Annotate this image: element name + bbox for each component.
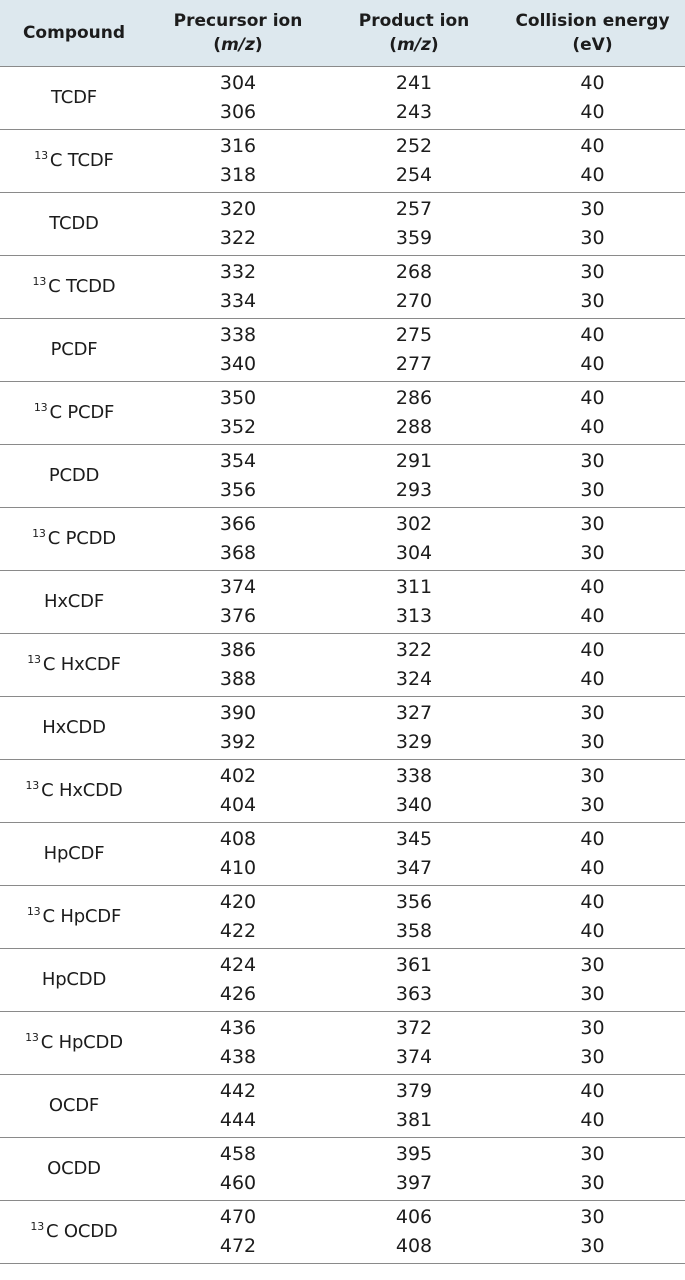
precursor-value: 320 <box>219 197 257 220</box>
product-ion-cell <box>328 1011 500 1074</box>
product-value: 338 <box>395 764 433 787</box>
energy-value: 40 <box>580 919 605 942</box>
precursor-ion-cell <box>148 1074 328 1137</box>
product-value: 329 <box>395 730 433 753</box>
table-row <box>0 570 685 633</box>
energy-value: 30 <box>580 289 605 312</box>
precursor-ion-cell <box>148 444 328 507</box>
compound-cell <box>0 129 148 192</box>
precursor-value: 322 <box>219 226 257 249</box>
precursor-ion-cell <box>148 696 328 759</box>
compound-name: HxCDD <box>42 717 106 738</box>
collision-energy-cell <box>500 1200 685 1263</box>
compound-cell <box>0 192 148 255</box>
product-value: 311 <box>395 575 433 598</box>
precursor-value: 470 <box>219 1205 257 1228</box>
energy-value: 40 <box>580 856 605 879</box>
energy-value: 40 <box>580 100 605 123</box>
energy-value: 30 <box>580 478 605 501</box>
energy-value: 40 <box>580 386 605 409</box>
product-value: 408 <box>395 1234 433 1257</box>
precursor-value: 354 <box>219 449 257 472</box>
energy-value: 30 <box>580 1016 605 1039</box>
compound-cell <box>0 633 148 696</box>
collision-energy-cell <box>500 570 685 633</box>
energy-value: 30 <box>580 1171 605 1194</box>
compound-name: C PCDD <box>47 528 116 549</box>
energy-value: 40 <box>580 638 605 661</box>
compound-name: C HpCDF <box>42 906 122 927</box>
table-header <box>0 0 685 66</box>
product-value: 347 <box>395 856 433 879</box>
energy-value: 40 <box>580 1079 605 1102</box>
compound-cell <box>0 759 148 822</box>
energy-value: 30 <box>580 1045 605 1068</box>
precursor-value: 436 <box>219 1016 257 1039</box>
product-ion-cell <box>328 192 500 255</box>
energy-value: 30 <box>580 197 605 220</box>
compound-name: C TCDF <box>49 150 114 171</box>
compound-cell <box>0 1137 148 1200</box>
product-value: 356 <box>395 890 433 913</box>
product-value: 252 <box>395 134 433 157</box>
product-value: 275 <box>395 323 433 346</box>
isotope-label: 13 <box>32 527 46 540</box>
collision-energy-cell <box>500 129 685 192</box>
compound-name: TCDD <box>49 213 99 234</box>
header-precursor-ion: Precursor ion (m/z) <box>148 0 328 66</box>
energy-value: 40 <box>580 604 605 627</box>
product-value: 359 <box>395 226 433 249</box>
header-precursor-unit: m/z <box>221 34 255 55</box>
product-value: 379 <box>395 1079 433 1102</box>
precursor-ion-cell <box>148 948 328 1011</box>
table-row <box>0 759 685 822</box>
precursor-value: 306 <box>219 100 257 123</box>
precursor-ion-cell <box>148 822 328 885</box>
compound-name: HxCDF <box>44 591 104 612</box>
product-ion-cell <box>328 570 500 633</box>
table-body <box>0 66 685 1263</box>
product-value: 358 <box>395 919 433 942</box>
precursor-ion-cell <box>148 507 328 570</box>
table-row <box>0 444 685 507</box>
precursor-ion-cell <box>148 255 328 318</box>
energy-value: 40 <box>580 827 605 850</box>
energy-value: 40 <box>580 323 605 346</box>
energy-value: 40 <box>580 667 605 690</box>
collision-energy-cell <box>500 255 685 318</box>
energy-value: 40 <box>580 415 605 438</box>
precursor-value: 368 <box>219 541 257 564</box>
compound-cell <box>0 444 148 507</box>
header-collision-unit: (eV) <box>572 34 613 55</box>
compound-cell <box>0 1011 148 1074</box>
compound-name: C PCDF <box>49 402 115 423</box>
collision-energy-cell <box>500 948 685 1011</box>
collision-energy-cell <box>500 444 685 507</box>
energy-value: 30 <box>580 793 605 816</box>
precursor-value: 304 <box>219 71 257 94</box>
table-row <box>0 1074 685 1137</box>
energy-value: 30 <box>580 1205 605 1228</box>
product-value: 324 <box>395 667 433 690</box>
precursor-ion-cell <box>148 570 328 633</box>
energy-value: 30 <box>580 512 605 535</box>
precursor-value: 438 <box>219 1045 257 1068</box>
precursor-value: 408 <box>219 827 257 850</box>
compound-name: HpCDD <box>41 969 107 990</box>
product-ion-cell <box>328 318 500 381</box>
table-row <box>0 696 685 759</box>
product-value: 243 <box>395 100 433 123</box>
precursor-value: 356 <box>219 478 257 501</box>
isotope-label: 13 <box>30 1220 45 1233</box>
product-value: 268 <box>395 260 433 283</box>
collision-energy-cell <box>500 885 685 948</box>
compound-name: C OCDD <box>46 1221 118 1242</box>
compound-cell <box>0 1200 148 1263</box>
compound-cell <box>0 255 148 318</box>
product-value: 277 <box>395 352 433 375</box>
isotope-label: 13 <box>25 1031 39 1044</box>
precursor-value: 366 <box>219 512 257 535</box>
energy-value: 40 <box>580 890 605 913</box>
compound-name: TCDF <box>51 87 97 108</box>
precursor-value: 426 <box>219 982 257 1005</box>
product-ion-cell <box>328 381 500 444</box>
precursor-ion-cell <box>148 1200 328 1263</box>
product-value: 340 <box>395 793 433 816</box>
precursor-value: 352 <box>219 415 257 438</box>
product-value: 395 <box>395 1142 433 1165</box>
precursor-ion-cell <box>148 381 328 444</box>
collision-energy-cell <box>500 381 685 444</box>
isotope-label: 13 <box>25 779 40 792</box>
table-row <box>0 1011 685 1074</box>
product-value: 345 <box>395 827 433 850</box>
compound-cell <box>0 885 148 948</box>
table-row <box>0 129 685 192</box>
product-value: 254 <box>395 163 433 186</box>
product-ion-cell <box>328 822 500 885</box>
product-value: 302 <box>395 512 433 535</box>
compound-name: C HpCDD <box>40 1032 123 1053</box>
collision-energy-cell <box>500 1011 685 1074</box>
product-ion-cell <box>328 696 500 759</box>
precursor-ion-cell <box>148 66 328 129</box>
energy-value: 30 <box>580 541 605 564</box>
product-value: 241 <box>395 71 433 94</box>
product-value: 374 <box>395 1045 433 1068</box>
product-value: 406 <box>395 1205 433 1228</box>
precursor-value: 410 <box>219 856 257 879</box>
collision-energy-cell <box>500 696 685 759</box>
energy-value: 30 <box>580 1142 605 1165</box>
product-value: 322 <box>395 638 433 661</box>
energy-value: 30 <box>580 1234 605 1257</box>
precursor-value: 332 <box>219 260 257 283</box>
precursor-ion-cell <box>148 759 328 822</box>
collision-energy-cell <box>500 66 685 129</box>
collision-energy-cell <box>500 1137 685 1200</box>
compound-name: OCDF <box>48 1095 100 1116</box>
compound-name: PCDF <box>50 339 98 360</box>
product-ion-cell <box>328 948 500 1011</box>
precursor-ion-cell <box>148 633 328 696</box>
compound-cell <box>0 381 148 444</box>
table-row <box>0 507 685 570</box>
header-product-ion: Product ion (m/z) <box>328 0 500 66</box>
compound-name: OCDD <box>47 1158 101 1179</box>
isotope-label: 13 <box>34 149 48 162</box>
table-row <box>0 948 685 1011</box>
product-value: 304 <box>395 541 433 564</box>
collision-energy-cell <box>500 822 685 885</box>
product-ion-cell <box>328 507 500 570</box>
header-collision-energy <box>500 0 685 66</box>
product-value: 397 <box>395 1171 433 1194</box>
precursor-value: 460 <box>219 1171 257 1194</box>
precursor-value: 402 <box>219 764 257 787</box>
compound-cell <box>0 318 148 381</box>
header-collision-label: Collision energy <box>515 10 670 31</box>
precursor-value: 390 <box>219 701 257 724</box>
energy-value: 40 <box>580 352 605 375</box>
collision-energy-cell <box>500 318 685 381</box>
table-row <box>0 318 685 381</box>
compound-cell <box>0 822 148 885</box>
compound-cell <box>0 66 148 129</box>
product-value: 257 <box>395 197 433 220</box>
product-value: 288 <box>395 415 433 438</box>
precursor-value: 318 <box>219 163 257 186</box>
precursor-value: 386 <box>219 638 257 661</box>
precursor-ion-cell <box>148 192 328 255</box>
product-ion-cell <box>328 1200 500 1263</box>
isotope-label: 13 <box>26 905 41 918</box>
precursor-value: 420 <box>219 890 257 913</box>
product-ion-cell <box>328 255 500 318</box>
compound-name: PCDD <box>48 465 100 486</box>
table-row <box>0 192 685 255</box>
energy-value: 30 <box>580 764 605 787</box>
precursor-value: 376 <box>219 604 257 627</box>
header-precursor-label: Precursor ion <box>173 10 303 31</box>
product-ion-cell <box>328 633 500 696</box>
product-ion-cell <box>328 129 500 192</box>
precursor-value: 316 <box>219 134 257 157</box>
compound-cell <box>0 1074 148 1137</box>
table-row <box>0 633 685 696</box>
compound-name: HpCDF <box>43 843 105 864</box>
collision-energy-cell <box>500 507 685 570</box>
product-value: 372 <box>395 1016 433 1039</box>
precursor-value: 392 <box>219 730 257 753</box>
precursor-value: 458 <box>219 1142 257 1165</box>
compound-cell <box>0 696 148 759</box>
header-product-unit: m/z <box>397 34 431 55</box>
precursor-value: 388 <box>219 667 257 690</box>
compound-cell <box>0 507 148 570</box>
product-value: 286 <box>395 386 433 409</box>
compound-cell <box>0 570 148 633</box>
collision-energy-cell <box>500 1074 685 1137</box>
precursor-value: 350 <box>219 386 257 409</box>
energy-value: 30 <box>580 449 605 472</box>
energy-value: 30 <box>580 730 605 753</box>
precursor-value: 338 <box>219 323 257 346</box>
compound-name: C HxCDD <box>41 780 123 801</box>
product-value: 313 <box>395 604 433 627</box>
energy-value: 30 <box>580 260 605 283</box>
precursor-value: 340 <box>219 352 257 375</box>
precursor-value: 472 <box>219 1234 257 1257</box>
product-ion-cell <box>328 444 500 507</box>
collision-energy-cell <box>500 633 685 696</box>
precursor-value: 442 <box>219 1079 257 1102</box>
energy-value: 30 <box>580 701 605 724</box>
isotope-label: 13 <box>27 653 41 666</box>
precursor-ion-cell <box>148 885 328 948</box>
table-row <box>0 66 685 129</box>
product-ion-cell <box>328 1074 500 1137</box>
header-row <box>0 0 685 66</box>
header-compound <box>0 0 148 66</box>
precursor-value: 424 <box>219 953 257 976</box>
compound-name: C TCDD <box>48 276 116 297</box>
energy-value: 30 <box>580 953 605 976</box>
isotope-label: 13 <box>32 275 47 288</box>
precursor-value: 444 <box>219 1108 257 1131</box>
precursor-value: 422 <box>219 919 257 942</box>
precursor-value: 334 <box>219 289 257 312</box>
precursor-ion-cell <box>148 318 328 381</box>
product-value: 327 <box>395 701 433 724</box>
table-row <box>0 1137 685 1200</box>
precursor-value: 374 <box>219 575 257 598</box>
product-value: 363 <box>395 982 433 1005</box>
energy-value: 30 <box>580 982 605 1005</box>
product-value: 270 <box>395 289 433 312</box>
table-row <box>0 381 685 444</box>
precursor-ion-cell <box>148 1011 328 1074</box>
product-value: 291 <box>395 449 433 472</box>
product-value: 361 <box>395 953 433 976</box>
energy-value: 40 <box>580 1108 605 1131</box>
energy-value: 40 <box>580 575 605 598</box>
energy-value: 40 <box>580 71 605 94</box>
precursor-ion-cell <box>148 1137 328 1200</box>
product-ion-cell <box>328 66 500 129</box>
isotope-label: 13 <box>33 401 48 414</box>
product-value: 381 <box>395 1108 433 1131</box>
header-product-label: Product ion <box>358 10 470 31</box>
table-row <box>0 885 685 948</box>
precursor-ion-cell <box>148 129 328 192</box>
product-ion-cell <box>328 759 500 822</box>
header-compound-label: Compound <box>22 22 126 43</box>
product-ion-cell <box>328 885 500 948</box>
precursor-value: 404 <box>219 793 257 816</box>
collision-energy-cell <box>500 759 685 822</box>
compound-cell <box>0 948 148 1011</box>
energy-value: 30 <box>580 226 605 249</box>
table-row <box>0 1200 685 1263</box>
energy-value: 40 <box>580 134 605 157</box>
energy-value: 40 <box>580 163 605 186</box>
table-row <box>0 822 685 885</box>
product-value: 293 <box>395 478 433 501</box>
collision-energy-cell <box>500 192 685 255</box>
product-ion-cell <box>328 1137 500 1200</box>
table-row <box>0 255 685 318</box>
compound-name: C HxCDF <box>42 654 121 675</box>
